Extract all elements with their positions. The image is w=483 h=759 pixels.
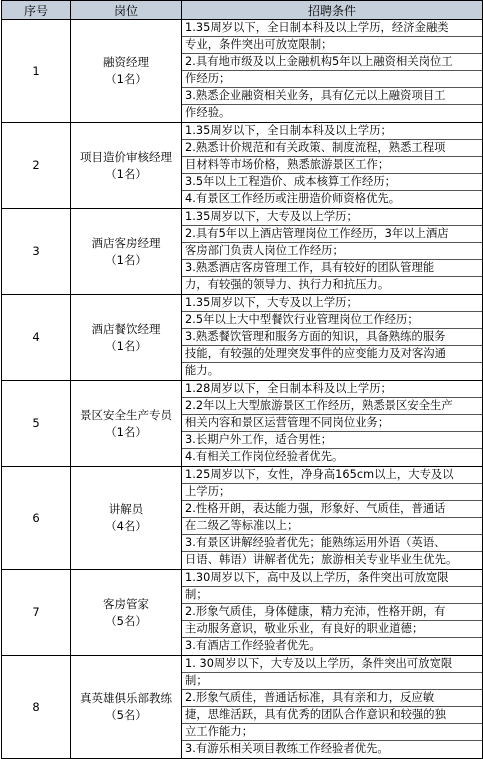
table-row bbox=[2, 381, 483, 467]
table-header-row bbox=[2, 1, 483, 20]
position-name: 酒店餐饮经理 bbox=[91, 321, 161, 336]
requirement-line: 在二级乙等标准以上； bbox=[185, 518, 480, 535]
requirement-line: 能力。 bbox=[185, 364, 220, 377]
requirement-line: 专业，条件突出可放宽限制； bbox=[185, 37, 480, 54]
recruitment-table bbox=[1, 0, 483, 759]
position-count: （1名） bbox=[105, 338, 147, 353]
table-row bbox=[2, 295, 483, 381]
position-name: 酒店客房经理 bbox=[91, 235, 161, 250]
requirement-line: 2.形象气质佳，普通话标准，具有亲和力，反应敏 bbox=[185, 690, 480, 707]
table-row bbox=[2, 467, 483, 570]
row-position-cell bbox=[71, 381, 182, 467]
position-count: （1名） bbox=[105, 252, 147, 267]
row-requirements-cell bbox=[182, 123, 483, 209]
row-position-cell bbox=[71, 123, 182, 209]
requirement-line: 3.有游乐相关项目教练工作经验者优先。 bbox=[185, 742, 389, 755]
requirement-line: 4.有景区工作经历或注册造价师资格优先。 bbox=[185, 192, 401, 205]
row-position-cell bbox=[71, 656, 182, 759]
table-row bbox=[2, 20, 483, 123]
position-count: （1名） bbox=[105, 72, 147, 86]
position-name: 讲解员 bbox=[108, 502, 144, 516]
row-index: 4 bbox=[2, 295, 71, 381]
requirement-line: 2.2年以上大型旅游景区工作经历，熟悉景区安全生产 bbox=[185, 398, 480, 415]
requirement-line: 捷，思维活跃，具有优秀的团队合作意识和较强的独 bbox=[185, 707, 480, 724]
requirement-line: 1.35周岁以下，大专及以上学历； bbox=[185, 295, 480, 312]
requirement-line: 目材料等市场价格，熟悉旅游景区工作； bbox=[185, 157, 480, 174]
requirement-line: 制； bbox=[185, 673, 480, 690]
table-row bbox=[2, 209, 483, 295]
requirement-line: 立工作能力； bbox=[185, 724, 480, 741]
requirement-line: 客房部门负责人岗位工作经历； bbox=[185, 243, 480, 260]
position-count: （1名） bbox=[105, 166, 147, 181]
requirement-line: 力，有较强的领导力、执行力和抗压力。 bbox=[185, 278, 390, 291]
position-name: 景区安全生产专员 bbox=[80, 407, 172, 422]
requirement-line: 2.具有地市级及以上金融机构5年以上融资相关岗位工 bbox=[185, 54, 480, 71]
position-name: 客房管家 bbox=[103, 596, 149, 611]
requirement-line: 主动服务意识，敬业乐业，有良好的职业道德； bbox=[185, 621, 480, 638]
row-index: 3 bbox=[2, 209, 71, 295]
row-position-cell bbox=[71, 209, 182, 295]
requirement-line: 日语、韩语）讲解者优先；旅游相关专业毕业生优先。 bbox=[185, 553, 458, 566]
row-requirements-cell bbox=[182, 656, 483, 759]
header-position: 岗位 bbox=[71, 1, 182, 20]
requirement-line: 制； bbox=[185, 587, 480, 604]
requirement-line: 2.具有5年以上酒店管理岗位工作经历，3年以上酒店 bbox=[185, 226, 480, 243]
row-requirements-cell bbox=[182, 467, 483, 570]
table-row bbox=[2, 656, 483, 759]
table-row bbox=[2, 570, 483, 656]
row-index: 6 bbox=[2, 467, 71, 570]
requirement-line: 3.熟悉企业融资相关业务，具有亿元以上融资项目工 bbox=[185, 88, 480, 105]
row-requirements-cell bbox=[182, 381, 483, 467]
position-name: 项目造价审核经理 bbox=[80, 149, 172, 164]
requirement-line: 3.熟悉酒店客房管理工作，具有较好的团队管理能 bbox=[185, 260, 480, 277]
requirement-line: 2.性格开朗，表达能力强，形象好、气质佳，普通话 bbox=[185, 501, 480, 518]
table-row bbox=[2, 123, 483, 209]
requirement-line: 1.35周岁以下，全日制本科及以上学历，经济金融类 bbox=[185, 20, 480, 37]
header-requirements: 招聘条件 bbox=[182, 1, 483, 20]
header-index: 序号 bbox=[2, 1, 71, 20]
requirement-line: 1.25周岁以下，女性，净身高165cm以上，大专及以 bbox=[185, 467, 480, 484]
row-index: 2 bbox=[2, 123, 71, 209]
row-position-cell bbox=[71, 570, 182, 656]
requirement-line: 1.30周岁以下，高中及以上学历，条件突出可放宽限 bbox=[185, 570, 480, 587]
requirement-line: 4.有相关工作岗位经验者优先。 bbox=[185, 450, 344, 463]
requirement-line: 技能，有较强的处理突发事件的应变能力及对客沟通 bbox=[185, 346, 480, 363]
position-count: （4名） bbox=[105, 519, 147, 533]
requirement-line: 相关内容和景区运营管理不同岗位业务； bbox=[185, 415, 480, 432]
position-count: （1名） bbox=[105, 424, 147, 439]
requirement-line: 1. 30周岁以下，大专及以上学历，条件突出可放宽限 bbox=[185, 656, 480, 673]
requirement-line: 3.5年以上工程造价、成本核算工作经历； bbox=[185, 174, 480, 191]
requirement-line: 3.有酒店工作经验者优先。 bbox=[185, 639, 321, 652]
requirement-line: 3.有景区讲解经验者优先；能熟练运用外语（英语、 bbox=[185, 535, 480, 552]
requirement-line: 3.长期户外工作，适合男性； bbox=[185, 432, 480, 449]
row-index: 7 bbox=[2, 570, 71, 656]
requirement-line: 上学历； bbox=[185, 484, 480, 501]
row-index: 5 bbox=[2, 381, 71, 467]
row-requirements-cell bbox=[182, 570, 483, 656]
row-requirements-cell bbox=[182, 20, 483, 123]
row-requirements-cell bbox=[182, 295, 483, 381]
row-index: 1 bbox=[2, 20, 71, 123]
requirement-line: 2.熟悉计价规范和有关政策、制度流程，熟悉工程项 bbox=[185, 140, 480, 157]
requirement-line: 作经验。 bbox=[185, 106, 231, 119]
position-count: （5名） bbox=[105, 613, 147, 628]
requirement-line: 1.28周岁以下，全日制本科及以上学历； bbox=[185, 381, 480, 398]
position-name: 融资经理 bbox=[103, 55, 149, 69]
requirement-line: 3.熟悉餐饮管理和服务方面的知识，具备熟练的服务 bbox=[185, 329, 480, 346]
requirement-line: 1.35周岁以下，大专及以上学历； bbox=[185, 209, 480, 226]
row-position-cell bbox=[71, 20, 182, 123]
position-name: 真英雄俱乐部教练 bbox=[80, 691, 172, 705]
row-position-cell bbox=[71, 295, 182, 381]
recruitment-table-container bbox=[1, 0, 482, 759]
row-position-cell bbox=[71, 467, 182, 570]
requirement-line: 1.35周岁以下，全日制本科及以上学历； bbox=[185, 123, 480, 140]
position-count: （5名） bbox=[105, 708, 147, 722]
requirement-line: 2.形象气质佳，身体健康，精力充沛，性格开朗，有 bbox=[185, 604, 480, 621]
requirement-line: 2.5年以上大中型餐饮行业管理岗位工作经历； bbox=[185, 312, 480, 329]
row-index: 8 bbox=[2, 656, 71, 759]
requirement-line: 作经历； bbox=[185, 71, 480, 88]
row-requirements-cell bbox=[182, 209, 483, 295]
